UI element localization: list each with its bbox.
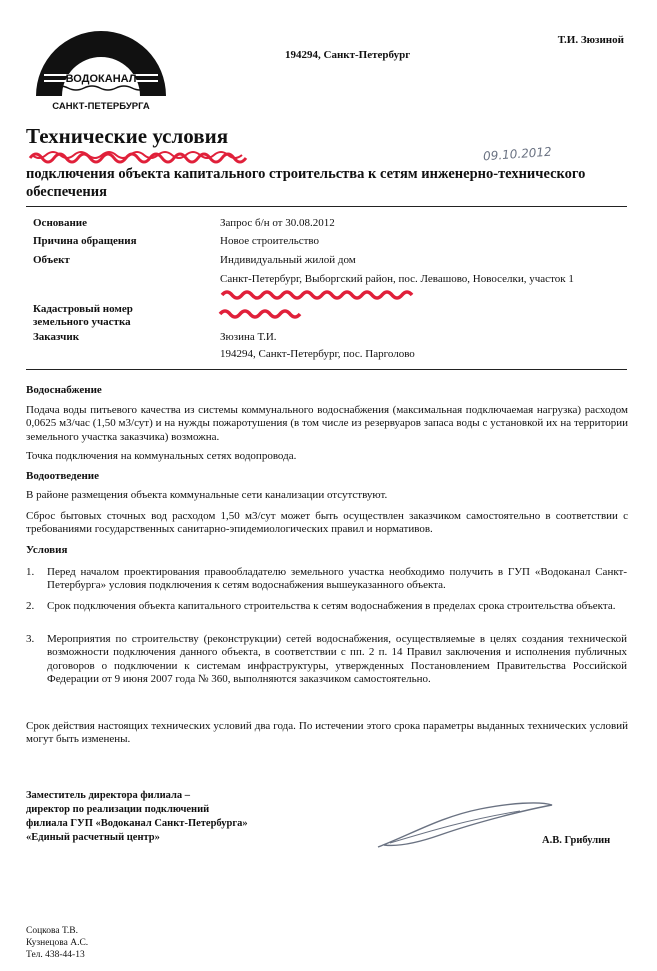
row-value-customer: Зюзина Т.И. [220,331,277,343]
logo-city: САНКТ-ПЕТЕРБУРГА [52,101,150,112]
divider [26,206,627,207]
recipient-address: 194294, Санкт-Петербург [285,49,411,61]
list-item-number: 2. [26,600,35,612]
signatory-title-line: филиала ГУП «Водоканал Санкт-Петербурга» [26,818,248,829]
row-label-cadastral: Кадастровый номер земельного участка [33,303,133,328]
section-heading-conditions: Условия [26,544,68,556]
section-heading-sewerage: Водоотведение [26,470,100,482]
section-heading-water-supply: Водоснабжение [26,384,102,396]
signatory-title-line: Заместитель директора филиала – [26,790,190,801]
row-value-customer-address: 194294, Санкт-Петербург, пос. Парголово [220,348,415,360]
row-label-reason: Причина обращения [33,235,137,247]
row-value-object: Индивидуальный жилой дом [220,254,356,266]
row-value-reason: Новое строительство [220,235,320,247]
row-label-object: Объект [33,254,70,266]
row-value-basis: Запрос б/н от 30.08.2012 [220,217,335,229]
list-item: Мероприятия по строительству (реконструкции) сетей водоснабжения, осуществляемые в целях создания технической возможности подключения данного объекта, в соответствии с пп. 2 п. 14 Правил заключения и исполнения публичных договоров о подключении к системам инфраструктуры, утвержденных Постановлением Правительства Российской Федерации от 9 июня 2007 года № 360, выполняются заказчиком самостоятельно. [47,633,627,686]
logo-name: ВОДОКАНАЛ [65,73,137,85]
list-item-number: 1. [26,566,35,578]
row-label-customer: Заказчик [33,331,80,343]
redaction-scribble [218,307,302,321]
row-label-basis: Основание [33,217,88,229]
signatory-name: А.В. Грибулин [542,835,611,846]
list-item: Срок подключения объекта капитального строительства к сетям водоснабжения в пределах срока строительства объекта. [47,600,616,612]
document-title: Технические условия [26,124,229,148]
row-value-object-address: Санкт-Петербург, Выборгский район, пос. Левашово, Новоселки, участок 1 [220,273,574,285]
paragraph: Подача воды питьевого качества из системы коммунального водоснабжения (максимальная подключаемая нагрузка) расходом 0,0625 м3/час (1,50 м3/сут) и на нужды пожаротушения (в том числе из резервуаров запаса воды с установкой их на территории земельного участка заказчика) возможна. [26,404,628,443]
signatory-title-line: директор по реализации подключений [26,804,210,815]
paragraph: В районе размещения объекта коммунальные сети канализации отсутствуют. [26,489,388,501]
recipient: Т.И. Зюзиной [557,34,624,46]
executor-line: Соцкова Т.В. [26,926,78,936]
redaction-scribble [28,146,258,166]
document-subtitle: подключения объекта капитального строительства к сетям инженерно-технического обеспечения [26,166,586,200]
paragraph: Сброс бытовых сточных вод расходом 1,50 м3/сут может быть осуществлен заказчиком самостоятельно в соответствии с требованиями государственных санитарно-эпидемиологических правил и нормативов. [26,510,628,536]
paragraph: Точка подключения на коммунальных сетях водопровода. [26,450,297,462]
signatory-title-line: «Единый расчетный центр» [26,832,160,843]
handwritten-date: 09.10.2012 [482,144,553,164]
validity-paragraph: Срок действия настоящих технических условий два года. По истечении этого срока параметры выданных технических условий могут быть изменены. [26,720,628,746]
list-item-number: 3. [26,633,35,645]
executor-phone: Тел. 438-44-13 [26,950,85,960]
handwritten-signature [370,795,560,855]
redaction-scribble [220,288,416,302]
divider [26,369,627,370]
list-item: Перед началом проектирования правообладателю земельного участка необходимо получить в ГУП «Водоканал Санкт-Петербурга» условия подключения к сетям водоснабжения вышеуказанного объекта. [47,566,627,592]
executor-line: Кузнецова А.С. [26,938,89,948]
vodokanal-logo [30,30,172,116]
